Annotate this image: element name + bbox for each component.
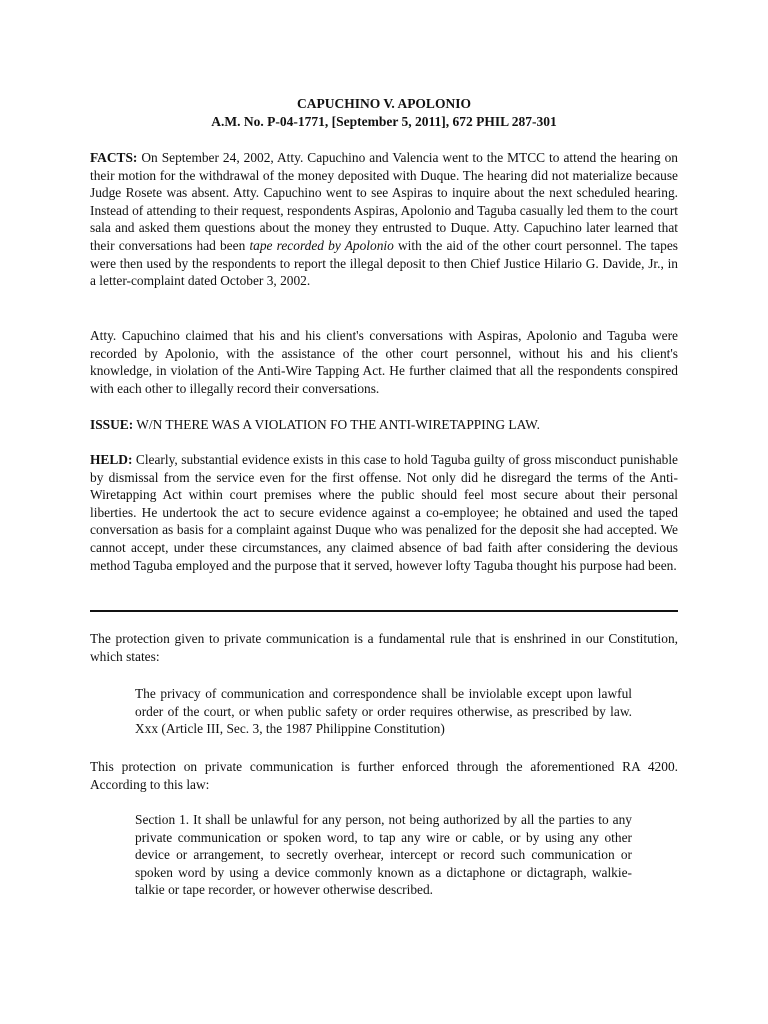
case-title: CAPUCHINO V. APOLONIO [297,96,471,111]
held-text: Clearly, substantial evidence exists in this case to hold Taguba guilty of gross misconduct punishable by dismissal from the service even for the first offense. Not only did he disregard the terms of the Anti-Wiretapping Act within court premises where the public should feel most secure about their personal liberties. He undertook the act to secure evidence against a co-employee; he obtained and used the taped conversation as basis for a complaint against Duque who was penalized for the deposit she had accepted. We cannot accept, under these circumstances, any claimed absence of bad faith after considering the devious method Taguba employed and the purpose that it served, however lofty Taguba thought his purpose had been. [90,452,678,573]
facts-emphasis: tape recorded by Apolonio [249,237,394,253]
issue-text: W/N THERE WAS A VIOLATION FO THE ANTI-WIRETAPPING LAW. [133,417,540,432]
facts-text-after: with the aid of the other court personnel. The tapes were then used by the respondents to report the illegal deposit to then Chief Justice Hilario G. Davide, Jr., in a letter-complaint dated October 3, 2002. [90,237,679,289]
issue-paragraph [90,416,678,434]
section-divider [90,610,678,612]
held-paragraph [90,451,678,574]
claim-paragraph: Atty. Capuchino claimed that his and his client's conversations with Aspiras, Apolonio and Taguba were recorded by Apolonio, with the assistance of the other court personnel, without his and his client's knowledge, in violation of the Anti-Wire Tapping Act. He further claimed that all the respondents conspired with each other to illegally record their conversations. [90,328,678,396]
enforcement-paragraph: This protection on private communication is further enforced through the aforementioned RA 4200. According to this law: [90,759,678,792]
held-label: HELD: [90,452,133,467]
section-one-quote: Section 1. It shall be unlawful for any person, not being authorized by all the parties to any private communication or spoken word, to tap any wire or cable, or by using any other device or arrangement, to secretly overhear, intercept or record such communication or spoken word by using a device commonly known as a dictaphone or dictagraph, walkie-talkie or tape recorder, or however otherwise described. [135,812,632,898]
issue-label: ISSUE: [90,417,134,432]
facts-text-before: On September 24, 2002, Atty. Capuchino and Valencia went to the MTCC to attend the hearing on their motion for the withdrawal of the money deposited with Duque. The hearing did not materialize because Judge Rosete was absent. Atty. Capuchino went to see Aspiras to inquire about the next scheduled hearing. Instead of attending to their request, respondents Aspiras, Apolonio and Taguba casually led them to the court sala and asked them questions about the money they entrusted to Duque. Atty. Capuchino later learned that their conversations had been [90,150,678,253]
facts-paragraph [90,149,678,290]
constitution-quote: The privacy of communication and correspondence shall be inviolable except upon lawful order of the court, or when public safety or order requires otherwise, as prescribed by law. Xxx (Article III, Sec. 3, the 1987 Philippine Constitution) [135,686,632,737]
protection-paragraph: The protection given to private communication is a fundamental rule that is enshrined in our Constitution, which states: [90,631,678,664]
case-citation: A.M. No. P-04-1771, [September 5, 2011], 672 PHIL 287-301 [211,114,557,129]
facts-label: FACTS: [90,150,138,165]
